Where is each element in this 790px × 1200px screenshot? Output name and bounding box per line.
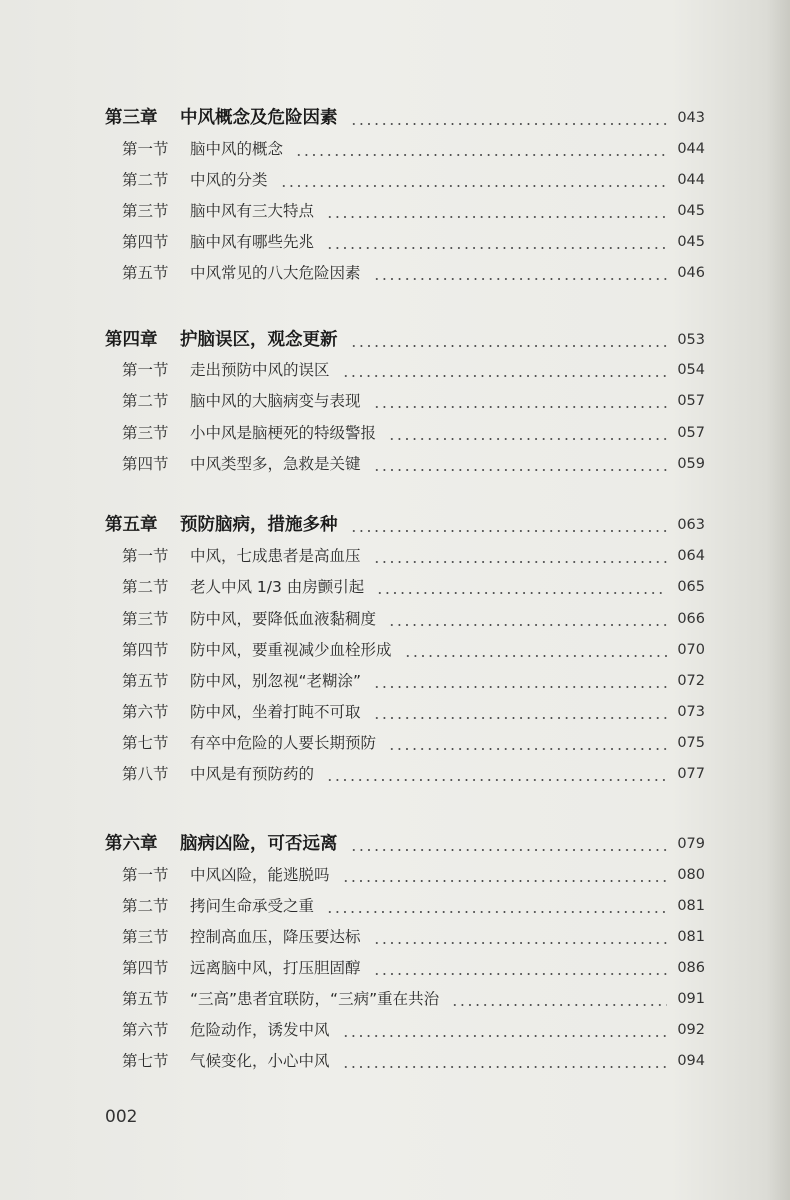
toc-section-row[interactable] xyxy=(0,1015,790,1045)
section-title: 老人中风 1/3 由房颤引起 xyxy=(190,578,365,596)
section-number: 第四节 xyxy=(122,641,169,659)
dot-leader xyxy=(404,635,667,665)
page-number: 043 xyxy=(677,110,705,126)
section-title: 走出预防中风的误区 xyxy=(190,361,330,379)
dot-leader xyxy=(280,165,667,195)
dot-leader xyxy=(373,258,667,288)
page-number: 073 xyxy=(677,704,705,720)
page-number: 094 xyxy=(677,1053,705,1069)
section-number: 第一节 xyxy=(122,140,169,158)
dot-leader xyxy=(326,196,667,226)
section-title: 防中风，要重视减少血栓形成 xyxy=(190,641,392,659)
toc-section-row[interactable] xyxy=(0,165,790,195)
chapter-number: 第五章 xyxy=(105,515,158,535)
chapter-title: 预防脑病，措施多种 xyxy=(180,515,338,535)
chapter-number: 第三章 xyxy=(105,108,158,128)
section-title: 脑中风有哪些先兆 xyxy=(190,233,315,251)
toc-section-row[interactable] xyxy=(0,984,790,1014)
section-title: 防中风，坐着打盹不可取 xyxy=(190,703,361,721)
section-title: 脑中风有三大特点 xyxy=(190,202,315,220)
page-number: 063 xyxy=(677,517,705,533)
page-number: 045 xyxy=(677,234,705,250)
toc-chapter-row[interactable] xyxy=(0,103,790,133)
toc-section-row[interactable] xyxy=(0,604,790,634)
section-number: 第七节 xyxy=(122,734,169,752)
section-title: 中风类型多，急救是关键 xyxy=(190,455,361,473)
dot-leader xyxy=(326,891,667,921)
page-number: 054 xyxy=(677,362,705,378)
dot-leader xyxy=(350,829,667,859)
dot-leader xyxy=(373,449,667,479)
toc-section-row[interactable] xyxy=(0,449,790,479)
section-title: 中风，七成患者是高血压 xyxy=(190,547,361,565)
page-number: 080 xyxy=(677,867,705,883)
section-number: 第三节 xyxy=(122,202,169,220)
toc-section-row[interactable] xyxy=(0,541,790,571)
toc-section-row[interactable] xyxy=(0,697,790,727)
page-number: 075 xyxy=(677,735,705,751)
section-title: 气候变化，小心中风 xyxy=(190,1052,330,1070)
section-title: 有卒中危险的人要长期预防 xyxy=(190,734,377,752)
toc-section-row[interactable] xyxy=(0,227,790,257)
dot-leader xyxy=(350,325,667,355)
page-number: 045 xyxy=(677,203,705,219)
section-number: 第五节 xyxy=(122,264,169,282)
section-title: 中风的分类 xyxy=(190,171,268,189)
toc-chapter-row[interactable] xyxy=(0,510,790,540)
section-number: 第四节 xyxy=(122,233,169,251)
section-title: 防中风，别忽视“老糊涂” xyxy=(190,672,362,690)
dot-leader xyxy=(342,355,667,385)
page-number: 059 xyxy=(677,456,705,472)
section-number: 第五节 xyxy=(122,990,169,1008)
page-number: 044 xyxy=(677,141,705,157)
chapter-title: 脑病凶险，可否远离 xyxy=(180,834,338,854)
chapter-number: 第六章 xyxy=(105,834,158,854)
toc-section-row[interactable] xyxy=(0,386,790,416)
dot-leader xyxy=(373,697,667,727)
page-number: 092 xyxy=(677,1022,705,1038)
dot-leader xyxy=(388,728,667,758)
toc-section-row[interactable] xyxy=(0,355,790,385)
section-number: 第二节 xyxy=(122,897,169,915)
dot-leader xyxy=(295,134,667,164)
page-number: 077 xyxy=(677,766,705,782)
dot-leader xyxy=(373,666,667,696)
section-number: 第三节 xyxy=(122,928,169,946)
toc-section-row[interactable] xyxy=(0,953,790,983)
dot-leader xyxy=(373,922,667,952)
page-number: 081 xyxy=(677,898,705,914)
toc-section-row[interactable] xyxy=(0,759,790,789)
chapter-title: 护脑误区，观念更新 xyxy=(180,330,338,350)
section-number: 第六节 xyxy=(122,703,169,721)
toc-section-row[interactable] xyxy=(0,635,790,665)
chapter-title: 中风概念及危险因素 xyxy=(180,108,338,128)
section-title: 脑中风的大脑病变与表现 xyxy=(190,392,361,410)
page-number: 064 xyxy=(677,548,705,564)
toc-section-row[interactable] xyxy=(0,572,790,602)
dot-leader xyxy=(376,572,667,602)
section-number: 第八节 xyxy=(122,765,169,783)
page-number: 053 xyxy=(677,332,705,348)
page-number: 044 xyxy=(677,172,705,188)
section-title: 危险动作，诱发中风 xyxy=(190,1021,330,1039)
page-number: 046 xyxy=(677,265,705,281)
toc-section-row[interactable] xyxy=(0,860,790,890)
dot-leader xyxy=(388,604,667,634)
toc-section-row[interactable] xyxy=(0,1046,790,1076)
section-title: 中风凶险，能逃脱吗 xyxy=(190,866,330,884)
page-number: 086 xyxy=(677,960,705,976)
toc-section-row[interactable] xyxy=(0,666,790,696)
section-title: 控制高血压，降压要达标 xyxy=(190,928,361,946)
dot-leader xyxy=(373,541,667,571)
toc-section-row[interactable] xyxy=(0,891,790,921)
dot-leader xyxy=(342,1046,667,1076)
page-number: 057 xyxy=(677,425,705,441)
section-title: 远离脑中风，打压胆固醇 xyxy=(190,959,361,977)
section-title: 脑中风的概念 xyxy=(190,140,284,158)
section-title: 中风是有预防药的 xyxy=(190,765,315,783)
section-title: 小中风是脑梗死的特级警报 xyxy=(190,424,377,442)
page-number: 070 xyxy=(677,642,705,658)
page-number: 066 xyxy=(677,611,705,627)
dot-leader xyxy=(326,759,667,789)
dot-leader xyxy=(326,227,667,257)
section-number: 第五节 xyxy=(122,672,169,690)
section-number: 第一节 xyxy=(122,361,169,379)
section-number: 第二节 xyxy=(122,392,169,410)
dot-leader xyxy=(342,1015,667,1045)
page-number: 091 xyxy=(677,991,705,1007)
toc-section-row[interactable] xyxy=(0,728,790,758)
section-number: 第七节 xyxy=(122,1052,169,1070)
section-number: 第六节 xyxy=(122,1021,169,1039)
page-folio: 002 xyxy=(105,1107,138,1127)
section-number: 第三节 xyxy=(122,424,169,442)
section-number: 第四节 xyxy=(122,455,169,473)
section-title: “三高”患者宜联防，“三病”重在共治 xyxy=(190,990,440,1008)
dot-leader xyxy=(373,953,667,983)
toc-section-row[interactable] xyxy=(0,196,790,226)
section-number: 第二节 xyxy=(122,171,169,189)
section-number: 第三节 xyxy=(122,610,169,628)
section-number: 第二节 xyxy=(122,578,169,596)
dot-leader xyxy=(451,984,667,1014)
section-title: 拷问生命承受之重 xyxy=(190,897,315,915)
section-title: 防中风，要降低血液黏稠度 xyxy=(190,610,377,628)
toc-section-row[interactable] xyxy=(0,418,790,448)
dot-leader xyxy=(350,103,667,133)
dot-leader xyxy=(388,418,667,448)
toc-section-row[interactable] xyxy=(0,258,790,288)
dot-leader xyxy=(342,860,667,890)
section-title: 中风常见的八大危险因素 xyxy=(190,264,361,282)
section-number: 第四节 xyxy=(122,959,169,977)
page-number: 065 xyxy=(677,579,705,595)
toc-section-row[interactable] xyxy=(0,922,790,952)
section-number: 第一节 xyxy=(122,866,169,884)
toc-section-row[interactable] xyxy=(0,134,790,164)
page-number: 057 xyxy=(677,393,705,409)
page-number: 081 xyxy=(677,929,705,945)
toc-chapter-row[interactable] xyxy=(0,325,790,355)
dot-leader xyxy=(350,510,667,540)
dot-leader xyxy=(373,386,667,416)
section-number: 第一节 xyxy=(122,547,169,565)
page-number: 079 xyxy=(677,836,705,852)
page-number: 072 xyxy=(677,673,705,689)
chapter-number: 第四章 xyxy=(105,330,158,350)
toc-chapter-row[interactable] xyxy=(0,829,790,859)
